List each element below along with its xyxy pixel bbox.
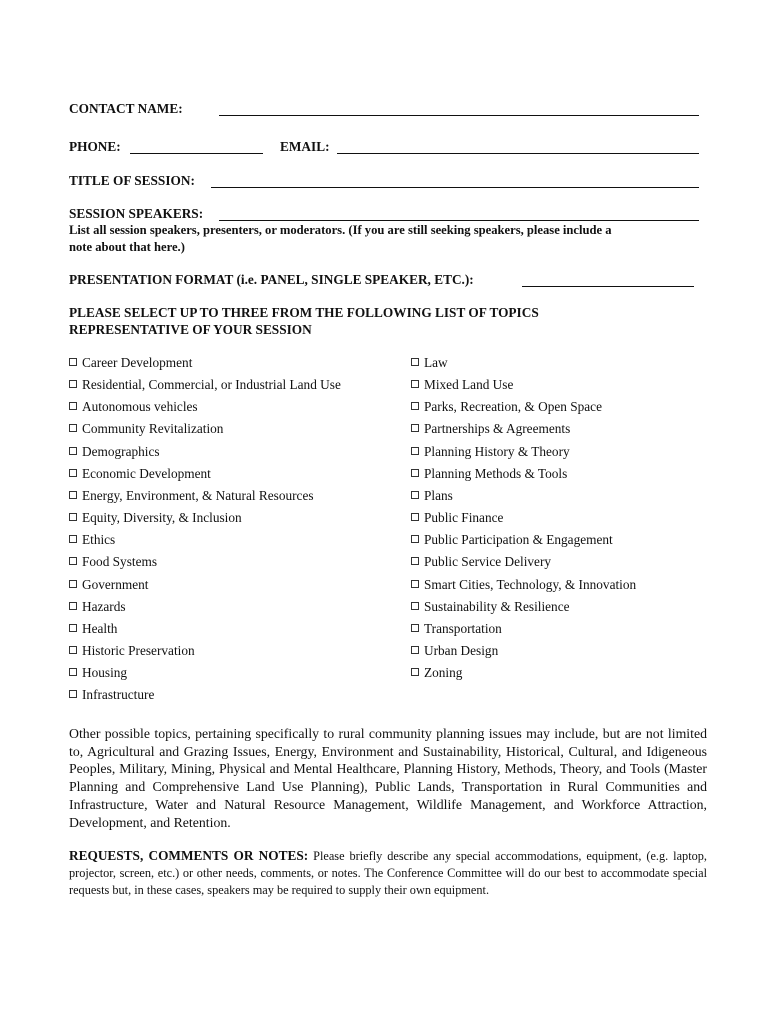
topic-checkbox-item[interactable]: Public Finance	[411, 510, 503, 526]
topic-checkbox-item[interactable]: Urban Design	[411, 643, 498, 659]
topic-checkbox-item[interactable]: Law	[411, 355, 448, 371]
session-title-field[interactable]	[211, 175, 699, 188]
topic-checkbox-item[interactable]: Parks, Recreation, & Open Space	[411, 399, 602, 415]
checkbox-icon[interactable]	[411, 491, 419, 499]
contact-name-field[interactable]	[219, 103, 699, 116]
checkbox-icon[interactable]	[69, 424, 77, 432]
checkbox-icon[interactable]	[411, 668, 419, 676]
checkbox-icon[interactable]	[69, 690, 77, 698]
presentation-format-label: PRESENTATION FORMAT (i.e. PANEL, SINGLE SPEAKER, ETC.):	[69, 272, 474, 287]
checkbox-icon[interactable]	[69, 402, 77, 410]
contact-name-label: CONTACT NAME:	[69, 101, 183, 116]
checkbox-icon[interactable]	[411, 535, 419, 543]
topic-checkbox-item[interactable]: Autonomous vehicles	[69, 399, 198, 415]
topic-checkbox-item[interactable]: Public Participation & Engagement	[411, 532, 613, 548]
topic-checkbox-item[interactable]: Community Revitalization	[69, 421, 223, 437]
topic-checkbox-item[interactable]: Planning Methods & Tools	[411, 466, 567, 482]
checkbox-icon[interactable]	[411, 580, 419, 588]
checkbox-icon[interactable]	[411, 469, 419, 477]
checkbox-icon[interactable]	[69, 668, 77, 676]
checkbox-icon[interactable]	[69, 646, 77, 654]
email-field[interactable]	[337, 141, 699, 154]
checkbox-icon[interactable]	[411, 557, 419, 565]
topic-checkbox-item[interactable]: Historic Preservation	[69, 643, 195, 659]
topic-checkbox-item[interactable]: Partnerships & Agreements	[411, 421, 570, 437]
topic-checkbox-item[interactable]: Career Development	[69, 355, 192, 371]
checkbox-icon[interactable]	[69, 491, 77, 499]
phone-label: PHONE:	[69, 139, 121, 154]
checkbox-icon[interactable]	[411, 513, 419, 521]
session-title-label: TITLE OF SESSION:	[69, 173, 195, 188]
topic-checkbox-item[interactable]: Public Service Delivery	[411, 554, 551, 570]
requests-text: Please briefly describe any special accommodations, equipment, (e.g. laptop, projector, screen, etc.) or other needs, comments, or notes. The Conference Committee will do our best to accommodate special requests but, in these cases, speakers may be required to supply their own equipment.	[69, 849, 707, 898]
contact-name-row	[69, 101, 183, 117]
topic-checkbox-item[interactable]: Health	[69, 621, 117, 637]
checkbox-icon[interactable]	[411, 358, 419, 366]
checkbox-icon[interactable]	[411, 447, 419, 455]
session-speakers-field[interactable]	[219, 208, 699, 221]
speakers-note-line-2: note about that here.)	[69, 240, 185, 254]
email-label: EMAIL:	[280, 139, 330, 154]
requests-label: REQUESTS, COMMENTS OR NOTES:	[69, 848, 309, 863]
topic-checkbox-item[interactable]: Food Systems	[69, 554, 157, 570]
checkbox-icon[interactable]	[69, 602, 77, 610]
presentation-format-field[interactable]	[522, 274, 694, 287]
topic-checkbox-item[interactable]: Zoning	[411, 665, 462, 681]
other-topics-paragraph: Other possible topics, pertaining specifically to rural community planning issues may include, but are not limited to, Agricultural and Grazing Issues, Energy, Environment and Sustainability, Historical, Cultural, and Idigeneous Peoples, Military, Mining, Physical and Mental Healthcare, Planning History, Methods, Theory, and Tools (Master Planning and Comprehensive Land Use Planning), Public Lands, Transportation in Rural Communities and Infrastructure, Water and Natural Resource Management, Wildlife Management, and Workforce Attraction, Development, and Retention.	[69, 726, 707, 830]
topic-checkbox-item[interactable]: Mixed Land Use	[411, 377, 513, 393]
topic-checkbox-item[interactable]: Infrastructure	[69, 687, 154, 703]
topic-checkbox-item[interactable]: Hazards	[69, 599, 126, 615]
checkbox-icon[interactable]	[69, 358, 77, 366]
topic-checkbox-item[interactable]: Smart Cities, Technology, & Innovation	[411, 577, 636, 593]
checkbox-icon[interactable]	[411, 646, 419, 654]
phone-field[interactable]	[130, 141, 263, 154]
topic-checkbox-item[interactable]: Government	[69, 577, 148, 593]
topic-checkbox-item[interactable]: Housing	[69, 665, 127, 681]
checkbox-icon[interactable]	[69, 557, 77, 565]
topic-checkbox-item[interactable]: Equity, Diversity, & Inclusion	[69, 510, 242, 526]
checkbox-icon[interactable]	[69, 580, 77, 588]
topic-checkbox-item[interactable]: Plans	[411, 488, 453, 504]
topics-heading-line-2: REPRESENTATIVE OF YOUR SESSION	[69, 322, 312, 337]
topic-checkbox-item[interactable]: Sustainability & Resilience	[411, 599, 570, 615]
topic-checkbox-item[interactable]: Transportation	[411, 621, 502, 637]
checkbox-icon[interactable]	[411, 424, 419, 432]
topic-checkbox-item[interactable]: Energy, Environment, & Natural Resources	[69, 488, 314, 504]
speakers-note-line-1: List all session speakers, presenters, or moderators. (If you are still seeking speakers, please include a	[69, 223, 612, 237]
topics-heading-line-1: PLEASE SELECT UP TO THREE FROM THE FOLLOWING LIST OF TOPICS	[69, 305, 539, 320]
session-speakers-label: SESSION SPEAKERS:	[69, 206, 204, 221]
topic-checkbox-item[interactable]: Demographics	[69, 444, 160, 460]
checkbox-icon[interactable]	[69, 380, 77, 388]
requests-paragraph	[69, 847, 707, 900]
topic-checkbox-item[interactable]: Planning History & Theory	[411, 444, 570, 460]
checkbox-icon[interactable]	[69, 535, 77, 543]
checkbox-icon[interactable]	[411, 624, 419, 632]
topic-checkbox-item[interactable]: Economic Development	[69, 466, 211, 482]
checkbox-icon[interactable]	[69, 513, 77, 521]
checkbox-icon[interactable]	[411, 402, 419, 410]
checkbox-icon[interactable]	[69, 624, 77, 632]
checkbox-icon[interactable]	[69, 447, 77, 455]
topic-checkbox-item[interactable]: Residential, Commercial, or Industrial Land Use	[69, 377, 341, 393]
topic-checkbox-item[interactable]: Ethics	[69, 532, 115, 548]
checkbox-icon[interactable]	[411, 602, 419, 610]
checkbox-icon[interactable]	[411, 380, 419, 388]
checkbox-icon[interactable]	[69, 469, 77, 477]
